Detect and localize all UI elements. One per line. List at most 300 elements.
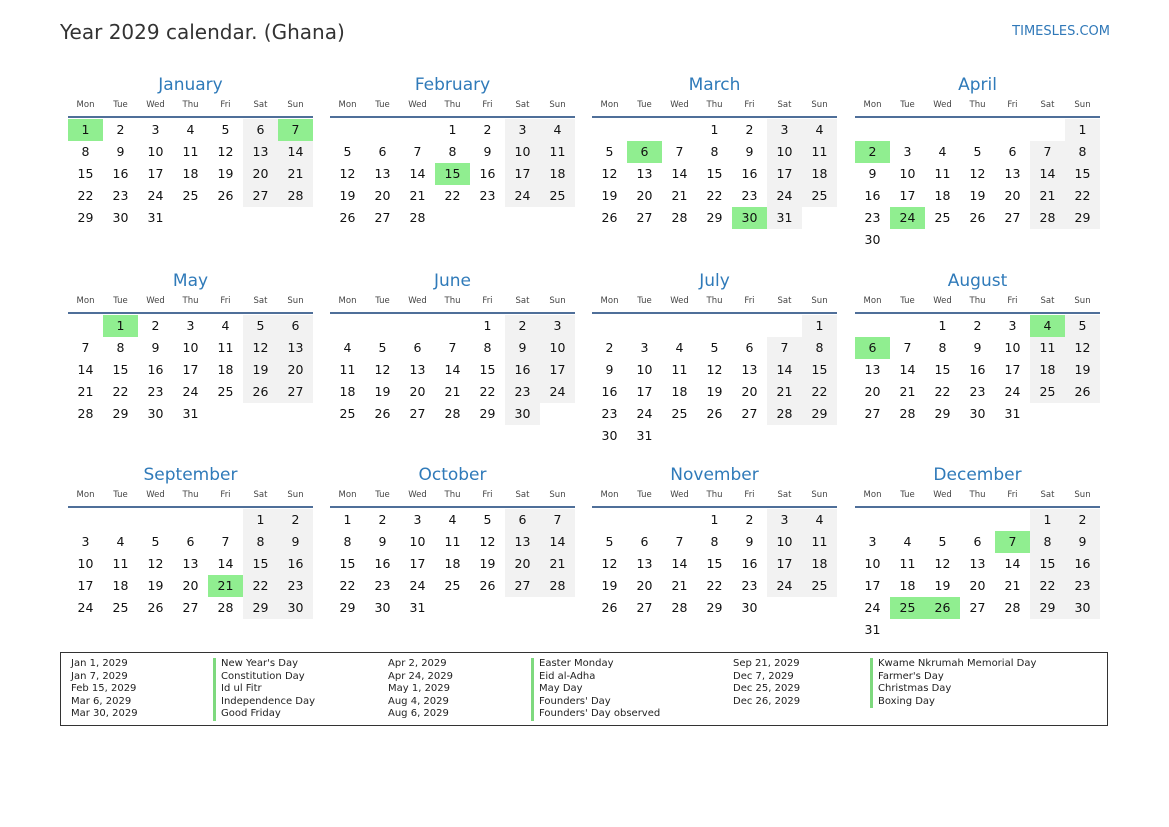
holiday-name: Farmer's Day bbox=[870, 671, 1036, 684]
day-cell: 14 bbox=[540, 531, 575, 553]
day-cell: 11 bbox=[182, 144, 199, 159]
month-august bbox=[855, 270, 1100, 425]
day-cell: 24 bbox=[767, 575, 802, 597]
day-cell: 10 bbox=[636, 362, 653, 377]
day-cell: 23 bbox=[601, 406, 618, 421]
day-cell: 4 bbox=[116, 534, 125, 549]
day-cell: 30 bbox=[601, 428, 618, 443]
day-cell: 23 bbox=[741, 578, 758, 593]
day-cell: 18 bbox=[934, 188, 951, 203]
day-cell: 11 bbox=[1030, 337, 1065, 359]
day-cell: 15 bbox=[112, 362, 129, 377]
weekday-label: Sun bbox=[287, 100, 304, 110]
day-cell: 19 bbox=[217, 166, 234, 181]
day-cell: 30 bbox=[969, 406, 986, 421]
day-cell: 17 bbox=[899, 188, 916, 203]
empty-cell bbox=[592, 315, 627, 337]
day-cell: 4 bbox=[938, 144, 947, 159]
day-cell: 26 bbox=[339, 210, 356, 225]
weekday-header bbox=[68, 294, 313, 314]
day-cell: 15 bbox=[706, 556, 723, 571]
weekday-label: Tue bbox=[900, 100, 915, 110]
day-cell: 17 bbox=[540, 359, 575, 381]
holiday-name: Independence Day bbox=[213, 696, 315, 709]
day-cell: 15 bbox=[339, 556, 356, 571]
day-cell: 16 bbox=[479, 166, 496, 181]
holiday-name: New Year's Day bbox=[213, 658, 315, 671]
month-april bbox=[855, 74, 1100, 251]
day-cell: 12 bbox=[969, 166, 986, 181]
weekday-header bbox=[592, 294, 837, 314]
day-cell: 19 bbox=[243, 359, 278, 381]
empty-cell bbox=[960, 509, 995, 531]
holiday-date: Mar 30, 2029 bbox=[71, 708, 138, 720]
day-cell: 27 bbox=[374, 210, 391, 225]
day-cell: 16 bbox=[112, 166, 129, 181]
day-cell: 10 bbox=[864, 556, 881, 571]
day-cell: 29 bbox=[706, 210, 723, 225]
holiday-date: Dec 7, 2029 bbox=[733, 670, 794, 682]
weekday-label: Mon bbox=[600, 296, 619, 306]
day-cell: 28 bbox=[899, 406, 916, 421]
weekday-label: Fri bbox=[744, 490, 755, 500]
day-cell: 14 bbox=[409, 166, 426, 181]
day-cell: 10 bbox=[1004, 340, 1021, 355]
day-cell: 29 bbox=[112, 406, 129, 421]
day-cell: 12 bbox=[243, 337, 278, 359]
weekday-label: Tue bbox=[113, 100, 128, 110]
day-grid bbox=[68, 315, 313, 425]
day-cell: 15 bbox=[934, 362, 951, 377]
day-cell: 21 bbox=[444, 384, 461, 399]
day-cell: 5 bbox=[973, 144, 982, 159]
holiday-day-cell: 25 bbox=[890, 597, 925, 619]
holiday-date: Feb 15, 2029 bbox=[71, 683, 137, 695]
day-cell: 9 bbox=[483, 144, 492, 159]
weekday-label: Mon bbox=[338, 490, 357, 500]
day-cell: 26 bbox=[706, 406, 723, 421]
day-cell: 29 bbox=[934, 406, 951, 421]
holiday-name: May Day bbox=[531, 683, 660, 696]
day-cell: 12 bbox=[147, 556, 164, 571]
day-cell: 3 bbox=[540, 315, 575, 337]
weekday-label: Sat bbox=[253, 296, 268, 306]
day-cell: 17 bbox=[147, 166, 164, 181]
day-cell: 16 bbox=[505, 359, 540, 381]
day-cell: 30 bbox=[1065, 597, 1100, 619]
weekday-label: Thu bbox=[706, 100, 723, 110]
day-cell: 5 bbox=[605, 534, 614, 549]
day-cell: 2 bbox=[151, 318, 160, 333]
day-cell: 9 bbox=[745, 144, 754, 159]
day-cell: 2 bbox=[483, 122, 492, 137]
weekday-label: Fri bbox=[1007, 490, 1018, 500]
weekday-label: Fri bbox=[744, 100, 755, 110]
day-cell: 18 bbox=[444, 556, 461, 571]
empty-cell bbox=[365, 315, 400, 337]
holiday-day-cell: 7 bbox=[995, 531, 1030, 553]
weekday-label: Sun bbox=[811, 490, 828, 500]
day-cell: 28 bbox=[409, 210, 426, 225]
month-name: December bbox=[933, 465, 1022, 485]
day-cell: 12 bbox=[601, 556, 618, 571]
holiday-name: Eid al-Adha bbox=[531, 671, 660, 684]
day-cell: 1 bbox=[243, 509, 278, 531]
day-cell: 2 bbox=[505, 315, 540, 337]
day-cell: 19 bbox=[601, 188, 618, 203]
day-cell: 31 bbox=[767, 207, 802, 229]
day-cell: 28 bbox=[767, 403, 802, 425]
day-cell: 30 bbox=[278, 597, 313, 619]
day-cell: 15 bbox=[479, 362, 496, 377]
day-cell: 5 bbox=[343, 144, 352, 159]
holiday-date: Jan 7, 2029 bbox=[71, 670, 128, 682]
weekday-label: Tue bbox=[900, 490, 915, 500]
holiday-day-cell: 21 bbox=[208, 575, 243, 597]
weekday-header bbox=[68, 488, 313, 508]
weekday-header bbox=[592, 98, 837, 118]
day-cell: 28 bbox=[1030, 207, 1065, 229]
weekday-label: Thu bbox=[444, 100, 461, 110]
day-cell: 28 bbox=[671, 600, 688, 615]
site-link[interactable]: TIMESLES.COM bbox=[1012, 24, 1110, 39]
day-cell: 13 bbox=[243, 141, 278, 163]
weekday-label: Sat bbox=[253, 100, 268, 110]
day-cell: 13 bbox=[1004, 166, 1021, 181]
day-cell: 31 bbox=[1004, 406, 1021, 421]
day-cell: 16 bbox=[147, 362, 164, 377]
day-cell: 3 bbox=[151, 122, 160, 137]
holiday-day-cell: 1 bbox=[68, 119, 103, 141]
day-cell: 27 bbox=[636, 210, 653, 225]
holiday-day-cell: 30 bbox=[732, 207, 767, 229]
day-cell: 25 bbox=[671, 406, 688, 421]
day-cell: 13 bbox=[505, 531, 540, 553]
day-cell: 28 bbox=[77, 406, 94, 421]
day-cell: 19 bbox=[601, 578, 618, 593]
day-cell: 26 bbox=[147, 600, 164, 615]
day-cell: 1 bbox=[483, 318, 492, 333]
empty-cell bbox=[400, 119, 435, 141]
holiday-day-cell: 1 bbox=[103, 315, 138, 337]
month-november bbox=[592, 464, 837, 619]
day-cell: 1 bbox=[1030, 509, 1065, 531]
weekday-label: Sat bbox=[777, 100, 792, 110]
day-grid bbox=[855, 119, 1100, 251]
day-cell: 20 bbox=[278, 359, 313, 381]
day-cell: 8 bbox=[710, 534, 719, 549]
day-cell: 27 bbox=[243, 185, 278, 207]
day-cell: 27 bbox=[1004, 210, 1021, 225]
day-cell: 18 bbox=[339, 384, 356, 399]
holiday-day-cell: 15 bbox=[435, 163, 470, 185]
day-cell: 20 bbox=[864, 384, 881, 399]
day-cell: 2 bbox=[745, 122, 754, 137]
weekday-label: Fri bbox=[1007, 100, 1018, 110]
weekday-label: Sun bbox=[287, 490, 304, 500]
day-grid bbox=[855, 509, 1100, 641]
day-cell: 9 bbox=[605, 362, 614, 377]
weekday-label: Thu bbox=[182, 490, 199, 500]
day-cell: 17 bbox=[77, 578, 94, 593]
holiday-date: Dec 26, 2029 bbox=[733, 695, 801, 707]
weekday-label: Thu bbox=[706, 296, 723, 306]
day-cell: 3 bbox=[505, 119, 540, 141]
day-cell: 19 bbox=[374, 384, 391, 399]
weekday-label: Tue bbox=[900, 296, 915, 306]
day-cell: 12 bbox=[1065, 337, 1100, 359]
day-cell: 11 bbox=[339, 362, 356, 377]
day-cell: 13 bbox=[741, 362, 758, 377]
weekday-label: Wed bbox=[408, 100, 427, 110]
day-cell: 2 bbox=[973, 318, 982, 333]
day-cell: 8 bbox=[483, 340, 492, 355]
empty-cell bbox=[995, 119, 1030, 141]
page-title: Year 2029 calendar. (Ghana) bbox=[60, 20, 345, 44]
day-cell: 11 bbox=[934, 166, 951, 181]
weekday-label: Tue bbox=[375, 296, 390, 306]
weekday-label: Thu bbox=[706, 490, 723, 500]
weekday-header bbox=[330, 488, 575, 508]
day-cell: 19 bbox=[147, 578, 164, 593]
day-cell: 7 bbox=[540, 509, 575, 531]
day-cell: 31 bbox=[636, 428, 653, 443]
day-cell: 16 bbox=[741, 556, 758, 571]
holiday-date: Dec 25, 2029 bbox=[733, 683, 801, 695]
day-cell: 27 bbox=[636, 600, 653, 615]
weekday-label: Wed bbox=[933, 490, 952, 500]
day-cell: 22 bbox=[1030, 575, 1065, 597]
day-cell: 16 bbox=[741, 166, 758, 181]
day-cell: 29 bbox=[1065, 207, 1100, 229]
day-cell: 8 bbox=[116, 340, 125, 355]
day-cell: 6 bbox=[278, 315, 313, 337]
day-cell: 23 bbox=[479, 188, 496, 203]
day-cell: 11 bbox=[671, 362, 688, 377]
holiday-day-cell: 4 bbox=[1030, 315, 1065, 337]
day-cell: 6 bbox=[1008, 144, 1017, 159]
day-cell: 26 bbox=[601, 210, 618, 225]
day-cell: 9 bbox=[1065, 531, 1100, 553]
day-cell: 21 bbox=[671, 578, 688, 593]
day-cell: 18 bbox=[112, 578, 129, 593]
month-name: January bbox=[158, 75, 223, 95]
holiday-date: May 1, 2029 bbox=[388, 683, 451, 695]
holiday-day-cell: 6 bbox=[627, 141, 662, 163]
day-cell: 15 bbox=[706, 166, 723, 181]
weekday-label: Sat bbox=[515, 100, 530, 110]
day-cell: 29 bbox=[479, 406, 496, 421]
day-cell: 3 bbox=[868, 534, 877, 549]
day-cell: 11 bbox=[112, 556, 129, 571]
holiday-name: Constitution Day bbox=[213, 671, 315, 684]
day-cell: 25 bbox=[1030, 381, 1065, 403]
empty-cell bbox=[767, 315, 802, 337]
day-cell: 27 bbox=[741, 406, 758, 421]
empty-cell bbox=[855, 509, 890, 531]
day-cell: 19 bbox=[339, 188, 356, 203]
month-december bbox=[855, 464, 1100, 641]
month-name: August bbox=[947, 271, 1008, 291]
day-cell: 16 bbox=[1065, 553, 1100, 575]
day-cell: 24 bbox=[77, 600, 94, 615]
day-cell: 15 bbox=[1065, 163, 1100, 185]
weekday-label: Tue bbox=[637, 490, 652, 500]
weekday-label: Sat bbox=[777, 490, 792, 500]
holiday-name: Good Friday bbox=[213, 708, 315, 721]
day-cell: 14 bbox=[767, 359, 802, 381]
day-cell: 12 bbox=[217, 144, 234, 159]
day-cell: 16 bbox=[864, 188, 881, 203]
empty-cell bbox=[855, 119, 890, 141]
holiday-name: Boxing Day bbox=[870, 696, 1036, 709]
day-cell: 15 bbox=[802, 359, 837, 381]
weekday-label: Sun bbox=[1074, 490, 1091, 500]
day-cell: 5 bbox=[710, 340, 719, 355]
holiday-day-cell: 2 bbox=[855, 141, 890, 163]
day-cell: 26 bbox=[479, 578, 496, 593]
day-cell: 10 bbox=[767, 141, 802, 163]
weekday-label: Sun bbox=[549, 100, 566, 110]
day-cell: 2 bbox=[116, 122, 125, 137]
day-cell: 9 bbox=[278, 531, 313, 553]
day-cell: 29 bbox=[243, 597, 278, 619]
day-cell: 22 bbox=[934, 384, 951, 399]
day-cell: 22 bbox=[339, 578, 356, 593]
empty-cell bbox=[173, 509, 208, 531]
day-cell: 19 bbox=[706, 384, 723, 399]
weekday-label: Sun bbox=[811, 100, 828, 110]
day-cell: 28 bbox=[671, 210, 688, 225]
day-cell: 3 bbox=[1008, 318, 1017, 333]
day-cell: 24 bbox=[636, 406, 653, 421]
day-grid bbox=[592, 315, 837, 447]
day-cell: 5 bbox=[938, 534, 947, 549]
day-cell: 11 bbox=[802, 531, 837, 553]
weekday-header bbox=[68, 98, 313, 118]
day-cell: 27 bbox=[278, 381, 313, 403]
month-name: July bbox=[699, 271, 730, 291]
day-cell: 22 bbox=[479, 384, 496, 399]
day-cell: 5 bbox=[221, 122, 230, 137]
day-cell: 5 bbox=[1065, 315, 1100, 337]
day-cell: 6 bbox=[745, 340, 754, 355]
day-cell: 14 bbox=[671, 556, 688, 571]
day-cell: 18 bbox=[671, 384, 688, 399]
day-cell: 12 bbox=[374, 362, 391, 377]
weekday-label: Thu bbox=[444, 490, 461, 500]
weekday-label: Sun bbox=[549, 490, 566, 500]
day-cell: 1 bbox=[448, 122, 457, 137]
day-cell: 2 bbox=[378, 512, 387, 527]
month-name: October bbox=[418, 465, 487, 485]
weekday-label: Wed bbox=[146, 100, 165, 110]
day-cell: 14 bbox=[278, 141, 313, 163]
day-cell: 5 bbox=[605, 144, 614, 159]
day-cell: 18 bbox=[182, 166, 199, 181]
weekday-label: Wed bbox=[670, 100, 689, 110]
day-cell: 30 bbox=[112, 210, 129, 225]
day-cell: 23 bbox=[374, 578, 391, 593]
day-cell: 7 bbox=[1030, 141, 1065, 163]
empty-cell bbox=[592, 119, 627, 141]
weekday-label: Mon bbox=[338, 296, 357, 306]
weekday-label: Thu bbox=[182, 296, 199, 306]
holiday-name: Founders' Day observed bbox=[531, 708, 660, 721]
day-cell: 22 bbox=[706, 578, 723, 593]
day-cell: 8 bbox=[1065, 141, 1100, 163]
empty-cell bbox=[68, 509, 103, 531]
day-cell: 13 bbox=[636, 166, 653, 181]
day-cell: 24 bbox=[505, 185, 540, 207]
weekday-label: Thu bbox=[969, 296, 986, 306]
day-cell: 12 bbox=[339, 166, 356, 181]
day-cell: 19 bbox=[479, 556, 496, 571]
day-cell: 15 bbox=[77, 166, 94, 181]
day-cell: 20 bbox=[636, 578, 653, 593]
weekday-label: Sun bbox=[811, 296, 828, 306]
weekday-label: Thu bbox=[969, 490, 986, 500]
holiday-day-cell: 6 bbox=[855, 337, 890, 359]
day-cell: 4 bbox=[221, 318, 230, 333]
day-cell: 1 bbox=[1065, 119, 1100, 141]
empty-cell bbox=[627, 509, 662, 531]
day-grid bbox=[330, 119, 575, 229]
empty-cell bbox=[995, 509, 1030, 531]
day-cell: 7 bbox=[448, 340, 457, 355]
holiday-date: Mar 6, 2029 bbox=[71, 695, 132, 707]
day-cell: 4 bbox=[802, 119, 837, 141]
day-cell: 18 bbox=[540, 163, 575, 185]
day-cell: 9 bbox=[868, 166, 877, 181]
day-cell: 22 bbox=[77, 188, 94, 203]
day-cell: 6 bbox=[505, 509, 540, 531]
day-cell: 4 bbox=[343, 340, 352, 355]
day-cell: 4 bbox=[186, 122, 195, 137]
weekday-header bbox=[855, 98, 1100, 118]
day-cell: 8 bbox=[448, 144, 457, 159]
day-cell: 20 bbox=[243, 163, 278, 185]
day-cell: 16 bbox=[374, 556, 391, 571]
day-cell: 18 bbox=[802, 553, 837, 575]
weekday-label: Wed bbox=[146, 490, 165, 500]
empty-cell bbox=[435, 315, 470, 337]
day-cell: 13 bbox=[636, 556, 653, 571]
day-cell: 14 bbox=[899, 362, 916, 377]
day-cell: 3 bbox=[767, 509, 802, 531]
weekday-label: Fri bbox=[1007, 296, 1018, 306]
empty-cell bbox=[925, 509, 960, 531]
day-cell: 20 bbox=[505, 553, 540, 575]
day-cell: 22 bbox=[802, 381, 837, 403]
day-cell: 11 bbox=[444, 534, 461, 549]
holiday-day-cell: 26 bbox=[925, 597, 960, 619]
weekday-label: Sun bbox=[1074, 296, 1091, 306]
empty-cell bbox=[697, 315, 732, 337]
day-cell: 9 bbox=[151, 340, 160, 355]
day-cell: 15 bbox=[243, 553, 278, 575]
day-cell: 26 bbox=[601, 600, 618, 615]
day-cell: 2 bbox=[278, 509, 313, 531]
day-cell: 28 bbox=[278, 185, 313, 207]
legend-names bbox=[870, 658, 1036, 708]
day-cell: 25 bbox=[444, 578, 461, 593]
day-cell: 22 bbox=[243, 575, 278, 597]
day-cell: 16 bbox=[601, 384, 618, 399]
day-cell: 4 bbox=[448, 512, 457, 527]
day-grid bbox=[330, 315, 575, 425]
day-cell: 14 bbox=[444, 362, 461, 377]
